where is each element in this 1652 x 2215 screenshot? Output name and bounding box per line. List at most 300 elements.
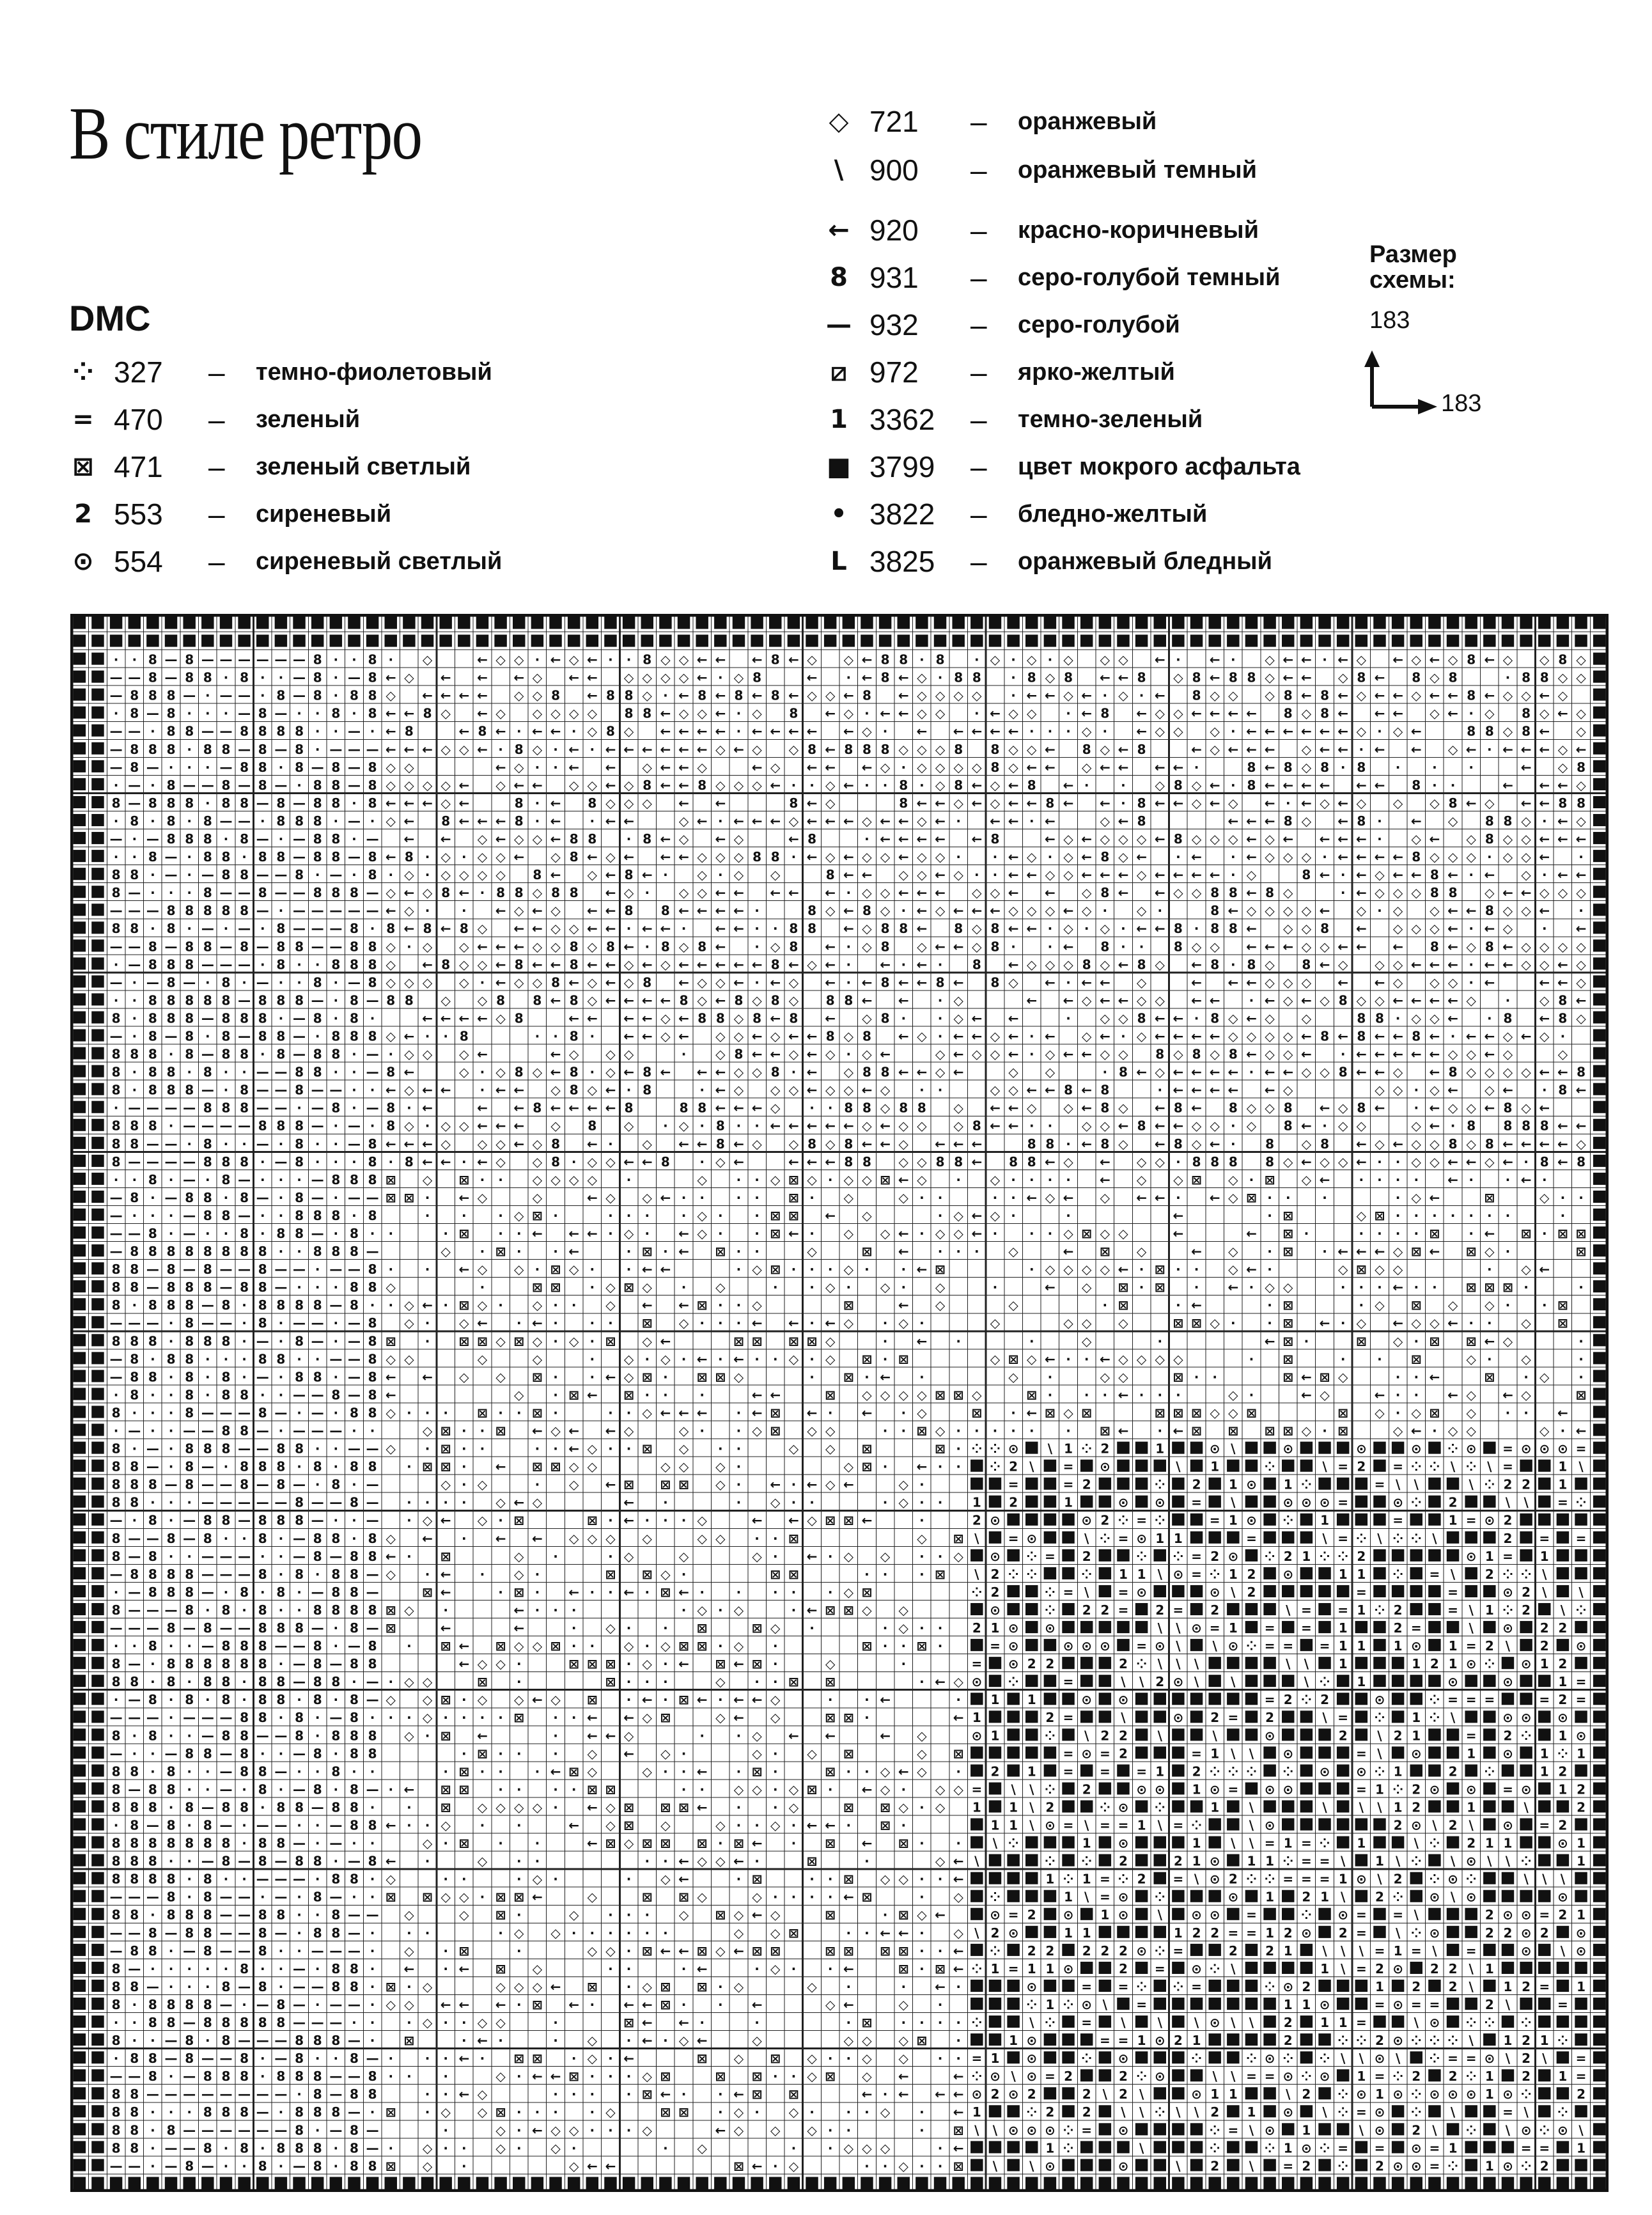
- svg-text:◇: ◇: [550, 1172, 561, 1187]
- legend-dash: –: [970, 495, 987, 533]
- svg-text:←: ←: [971, 724, 982, 739]
- svg-text:—: —: [201, 1083, 214, 1098]
- svg-text:·: ·: [1066, 1136, 1071, 1152]
- svg-text:←: ←: [752, 957, 763, 972]
- svg-text:—: —: [256, 1495, 269, 1510]
- svg-text:·: ·: [736, 1172, 742, 1187]
- svg-text:8: 8: [148, 1065, 157, 1080]
- svg-text:—: —: [110, 688, 123, 703]
- svg-text:←: ←: [587, 1136, 598, 1152]
- svg-text:◇: ◇: [386, 885, 396, 900]
- svg-text:·: ·: [169, 1208, 174, 1223]
- svg-text:◇: ◇: [533, 1333, 543, 1349]
- svg-text:⊠: ⊠: [697, 1297, 708, 1313]
- svg-text:8: 8: [515, 795, 524, 811]
- svg-text:·: ·: [150, 1208, 155, 1223]
- diamond-outline-icon: ◇: [825, 102, 853, 141]
- svg-text:·: ·: [663, 1369, 668, 1384]
- svg-text:·: ·: [883, 1423, 888, 1438]
- svg-text:◇: ◇: [1338, 957, 1348, 972]
- svg-text:—: —: [329, 742, 342, 757]
- svg-text:·: ·: [443, 1602, 448, 1618]
- svg-text:◇: ◇: [935, 688, 946, 703]
- svg-text:8: 8: [203, 670, 212, 685]
- svg-text:←: ←: [1081, 1083, 1092, 1098]
- svg-text:·: ·: [956, 1172, 961, 1187]
- svg-text:—: —: [311, 1172, 324, 1187]
- svg-text:·: ·: [590, 1065, 595, 1080]
- svg-text:◇: ◇: [643, 1405, 653, 1420]
- svg-text:—: —: [274, 1154, 287, 1170]
- svg-text:8: 8: [148, 939, 157, 954]
- svg-text:·: ·: [718, 813, 723, 829]
- svg-text:◇: ◇: [844, 1083, 854, 1098]
- svg-text:◇: ◇: [533, 1351, 543, 1366]
- svg-text:·: ·: [224, 1351, 229, 1366]
- svg-text:←: ←: [550, 652, 561, 668]
- svg-text:⊠: ⊠: [770, 1226, 781, 1241]
- svg-text:←: ←: [843, 813, 854, 829]
- svg-text:←: ←: [605, 903, 616, 918]
- svg-text:·: ·: [498, 1585, 503, 1600]
- svg-text:8: 8: [735, 688, 744, 703]
- svg-text:◇: ◇: [533, 706, 543, 721]
- svg-text:←: ←: [678, 778, 689, 793]
- svg-text:·: ·: [718, 670, 723, 685]
- svg-text:←: ←: [971, 1028, 982, 1044]
- svg-text:8: 8: [276, 939, 285, 954]
- svg-text:·: ·: [517, 1674, 522, 1689]
- svg-text:◇: ◇: [807, 1244, 817, 1259]
- svg-text:—: —: [293, 670, 306, 685]
- svg-text:·: ·: [480, 974, 485, 990]
- svg-text:\: \: [1322, 1459, 1327, 1475]
- svg-text:·: ·: [736, 1585, 742, 1600]
- svg-text:·: ·: [425, 1405, 430, 1420]
- svg-text:◇: ◇: [917, 742, 927, 757]
- svg-text:◇: ◇: [953, 1226, 963, 1241]
- svg-text:◇: ◇: [386, 957, 396, 972]
- svg-text:·: ·: [205, 1172, 210, 1187]
- svg-text:2: 2: [1100, 1728, 1109, 1743]
- svg-text:·: ·: [407, 1710, 412, 1725]
- svg-text:←: ←: [404, 706, 415, 721]
- svg-text:8: 8: [130, 1477, 139, 1492]
- svg-text:8: 8: [368, 1136, 377, 1152]
- legend-name: зеленый: [256, 400, 360, 439]
- svg-text:◇: ◇: [550, 1423, 561, 1438]
- svg-text:1: 1: [1229, 1567, 1238, 1582]
- svg-text:—: —: [293, 688, 306, 703]
- svg-text:·: ·: [736, 1118, 742, 1134]
- svg-text:⊙: ⊙: [1227, 1549, 1238, 1564]
- svg-text:8: 8: [1430, 867, 1439, 882]
- svg-text:8: 8: [185, 1333, 194, 1349]
- svg-text:=: =: [1210, 1620, 1220, 1636]
- svg-text:←: ←: [971, 795, 982, 811]
- svg-text:—: —: [219, 1405, 232, 1420]
- svg-text:◇: ◇: [423, 939, 433, 954]
- svg-text:·: ·: [956, 1244, 961, 1259]
- svg-text:·: ·: [242, 1351, 247, 1366]
- svg-text:←: ←: [1337, 1028, 1348, 1044]
- svg-text:⁘: ⁘: [1008, 1567, 1019, 1582]
- svg-text:2: 2: [1558, 1692, 1567, 1707]
- svg-text:⊠: ⊠: [697, 1620, 708, 1636]
- svg-text:—: —: [329, 1495, 342, 1510]
- svg-text:⊠: ⊠: [1576, 1244, 1587, 1259]
- svg-text:◇: ◇: [1027, 1351, 1037, 1366]
- svg-text:—: —: [183, 1226, 196, 1241]
- svg-text:←: ←: [843, 778, 854, 793]
- svg-text:⊙: ⊙: [1356, 1441, 1367, 1457]
- svg-text:8: 8: [167, 1674, 176, 1689]
- svg-text:—: —: [348, 1351, 361, 1366]
- svg-text:◇: ◇: [660, 957, 671, 972]
- svg-text:8: 8: [167, 688, 176, 703]
- svg-text:←: ←: [1375, 742, 1385, 757]
- svg-text:←: ←: [917, 921, 928, 936]
- svg-text:⊠: ⊠: [733, 1333, 744, 1349]
- svg-text:·: ·: [425, 1262, 430, 1277]
- svg-text:\: \: [1506, 1495, 1511, 1510]
- svg-text:◇: ◇: [899, 1620, 909, 1636]
- svg-text:◇: ◇: [1228, 831, 1238, 847]
- svg-text:←: ←: [513, 1083, 524, 1098]
- svg-text:8: 8: [350, 1710, 359, 1725]
- svg-text:2: 2: [1284, 1549, 1293, 1564]
- svg-text:8: 8: [661, 939, 670, 954]
- svg-text:←: ←: [880, 1728, 891, 1743]
- svg-text:—: —: [366, 992, 379, 1008]
- svg-text:2: 2: [1100, 1602, 1109, 1618]
- svg-text:←: ←: [1375, 706, 1385, 721]
- chart-size-vertical: 183: [1369, 307, 1410, 334]
- svg-text:◇: ◇: [844, 1172, 854, 1187]
- svg-text:◇: ◇: [440, 706, 451, 721]
- svg-text:⊠: ⊠: [843, 1369, 854, 1384]
- svg-text:\: \: [1213, 1728, 1218, 1743]
- svg-text:2: 2: [972, 1620, 981, 1636]
- svg-text:·: ·: [169, 1692, 174, 1707]
- svg-text:⊙: ⊙: [1502, 1674, 1513, 1689]
- svg-text:←: ←: [733, 742, 744, 757]
- svg-text:←: ←: [477, 1154, 488, 1170]
- svg-text:·: ·: [297, 706, 302, 721]
- svg-text:8: 8: [167, 724, 176, 739]
- svg-text:—: —: [128, 885, 141, 900]
- svg-text:◇: ◇: [697, 885, 707, 900]
- svg-text:◇: ◇: [825, 795, 836, 811]
- svg-text:⊠: ⊠: [386, 1602, 396, 1618]
- svg-text:8: 8: [130, 1333, 139, 1349]
- svg-text:←: ←: [1301, 992, 1312, 1008]
- svg-text:⊠: ⊠: [532, 1280, 543, 1295]
- svg-text:←: ←: [587, 1190, 598, 1205]
- svg-text:←: ←: [1081, 849, 1092, 865]
- svg-text:8: 8: [460, 921, 469, 936]
- svg-text:8: 8: [1284, 760, 1293, 775]
- svg-text:·: ·: [150, 1656, 155, 1671]
- svg-text:⊠: ⊠: [770, 1208, 781, 1223]
- svg-text:8: 8: [551, 688, 560, 703]
- svg-text:·: ·: [370, 1423, 375, 1438]
- svg-text:8: 8: [515, 1010, 524, 1026]
- svg-text:—: —: [293, 1674, 306, 1689]
- svg-text:=: =: [971, 1656, 982, 1671]
- svg-text:8: 8: [1027, 670, 1036, 685]
- svg-text:←: ←: [917, 795, 928, 811]
- svg-text:·: ·: [1139, 939, 1144, 954]
- legend-dash: –: [970, 353, 987, 391]
- svg-text:←: ←: [568, 1226, 579, 1241]
- svg-text:·: ·: [1451, 1208, 1456, 1223]
- svg-text:8: 8: [862, 1100, 871, 1116]
- svg-text:·: ·: [1267, 1262, 1272, 1277]
- svg-text:←: ←: [623, 1010, 634, 1026]
- svg-text:·: ·: [1176, 1262, 1181, 1277]
- svg-text:←: ←: [862, 760, 873, 775]
- svg-text:8: 8: [130, 1262, 139, 1277]
- svg-text:◇: ◇: [917, 1154, 927, 1170]
- svg-text:◇: ◇: [533, 1190, 543, 1205]
- svg-text:⊙: ⊙: [1227, 1638, 1238, 1654]
- svg-text:←: ←: [715, 831, 726, 847]
- svg-text:◇: ◇: [1283, 1154, 1293, 1170]
- svg-text:8: 8: [222, 1154, 231, 1170]
- svg-text:2: 2: [1558, 1656, 1567, 1671]
- svg-text:8: 8: [1210, 921, 1219, 936]
- svg-text:·: ·: [1542, 1297, 1547, 1313]
- svg-text:·: ·: [388, 1047, 393, 1062]
- svg-text:◇: ◇: [495, 1495, 506, 1510]
- svg-text:1: 1: [1027, 1692, 1036, 1707]
- legend-code: 972: [869, 353, 919, 391]
- svg-text:—: —: [329, 1710, 342, 1725]
- svg-text:◇: ◇: [386, 813, 396, 829]
- svg-text:—: —: [348, 1638, 361, 1654]
- svg-text:8: 8: [588, 795, 596, 811]
- svg-text:←: ←: [788, 831, 799, 847]
- svg-text:8: 8: [148, 957, 157, 972]
- svg-text:—: —: [110, 670, 123, 685]
- svg-text:⊠: ⊠: [605, 1674, 616, 1689]
- svg-text:←: ←: [935, 885, 946, 900]
- legend-dash: –: [208, 448, 225, 486]
- svg-text:·: ·: [1469, 957, 1474, 972]
- svg-text:◇: ◇: [643, 1136, 653, 1152]
- svg-text:8: 8: [368, 1728, 377, 1743]
- svg-text:·: ·: [699, 1387, 705, 1402]
- svg-text:←: ←: [715, 957, 726, 972]
- svg-text:8: 8: [167, 992, 176, 1008]
- svg-text:⁘: ⁘: [1282, 1513, 1293, 1528]
- svg-text:·: ·: [828, 1172, 833, 1187]
- svg-text:←: ←: [843, 849, 854, 865]
- svg-text:·: ·: [425, 849, 430, 865]
- svg-text:8: 8: [276, 1513, 285, 1528]
- svg-text:·: ·: [1267, 1190, 1272, 1205]
- svg-text:·: ·: [883, 1638, 888, 1654]
- svg-text:8: 8: [148, 742, 157, 757]
- svg-text:←: ←: [770, 974, 781, 990]
- svg-text:←: ←: [1430, 1369, 1440, 1384]
- svg-text:8: 8: [276, 921, 285, 936]
- svg-text:←: ←: [935, 1136, 946, 1152]
- svg-text:·: ·: [682, 921, 687, 936]
- svg-text:8: 8: [1449, 670, 1458, 685]
- svg-text:←: ←: [1502, 1387, 1513, 1402]
- svg-text:=: =: [1337, 1710, 1348, 1725]
- svg-text:←: ←: [678, 1297, 689, 1313]
- svg-text:←: ←: [404, 1136, 415, 1152]
- svg-text:⁘: ⁘: [1045, 1585, 1056, 1600]
- svg-text:←: ←: [1265, 724, 1275, 739]
- svg-text:8: 8: [240, 1585, 249, 1600]
- svg-text:←: ←: [1576, 992, 1587, 1008]
- svg-text:◇: ◇: [386, 939, 396, 954]
- svg-text:—: —: [183, 1172, 196, 1187]
- svg-text:8: 8: [148, 992, 157, 1008]
- svg-text:◇: ◇: [588, 939, 598, 954]
- svg-text:·: ·: [1469, 974, 1474, 990]
- svg-text:◇: ◇: [1484, 1065, 1495, 1080]
- svg-text:8: 8: [368, 1172, 377, 1187]
- svg-text:←: ←: [1539, 795, 1550, 811]
- svg-text:·: ·: [1029, 1423, 1034, 1438]
- svg-text:8: 8: [331, 1208, 340, 1223]
- svg-text:◇: ◇: [478, 867, 488, 882]
- svg-text:8: 8: [167, 1567, 176, 1582]
- svg-text:◇: ◇: [1503, 652, 1513, 668]
- svg-text:◇: ◇: [1375, 1136, 1385, 1152]
- svg-text:8: 8: [643, 652, 651, 668]
- svg-text:⊠: ⊠: [825, 1387, 836, 1402]
- svg-text:◇: ◇: [1100, 1369, 1110, 1384]
- svg-text:←: ←: [660, 831, 671, 847]
- svg-text:←: ←: [1392, 1047, 1403, 1062]
- svg-text:·: ·: [1286, 1190, 1291, 1205]
- svg-text:◇: ◇: [1082, 760, 1092, 775]
- svg-text:—: —: [238, 1262, 251, 1277]
- svg-text:—: —: [293, 903, 306, 918]
- svg-text:←: ←: [917, 1065, 928, 1080]
- svg-text:—: —: [165, 849, 178, 865]
- svg-text:◇: ◇: [844, 706, 854, 721]
- svg-text:◇: ◇: [1448, 1297, 1458, 1313]
- svg-text:8: 8: [313, 688, 322, 703]
- svg-text:←: ←: [1557, 974, 1568, 990]
- svg-text:◇: ◇: [844, 1549, 854, 1564]
- svg-text:◇: ◇: [917, 1764, 927, 1779]
- svg-text:=: =: [1301, 1620, 1312, 1636]
- svg-text:◇: ◇: [1063, 1262, 1073, 1277]
- svg-text:8: 8: [350, 1172, 359, 1187]
- svg-text:◇: ◇: [533, 1172, 543, 1187]
- svg-text:=: =: [1375, 1477, 1385, 1492]
- svg-text:←: ←: [898, 992, 909, 1008]
- svg-text:←: ←: [440, 1620, 451, 1636]
- svg-text:—: —: [311, 1083, 324, 1098]
- svg-text:8: 8: [130, 760, 139, 775]
- svg-text:·: ·: [791, 1065, 797, 1080]
- svg-text:8: 8: [276, 688, 285, 703]
- svg-text:◇: ◇: [569, 921, 579, 936]
- svg-text:8: 8: [752, 1010, 761, 1026]
- svg-text:—: —: [348, 760, 361, 775]
- svg-text:◇: ◇: [697, 1172, 707, 1187]
- svg-text:←: ←: [1411, 724, 1422, 739]
- svg-text:·: ·: [754, 974, 760, 990]
- svg-text:←: ←: [495, 1118, 506, 1134]
- svg-text:◇: ◇: [404, 778, 414, 793]
- svg-text:◇: ◇: [643, 1333, 653, 1349]
- svg-text:⊠: ⊠: [550, 1638, 561, 1654]
- svg-text:—: —: [274, 742, 287, 757]
- svg-text:·: ·: [1432, 1208, 1437, 1223]
- svg-text:8: 8: [1210, 957, 1219, 972]
- svg-text:←: ←: [825, 885, 836, 900]
- svg-text:·: ·: [974, 652, 979, 668]
- svg-text:⊠: ⊠: [386, 1190, 396, 1205]
- svg-text:8: 8: [276, 1674, 285, 1689]
- svg-text:·: ·: [1121, 778, 1126, 793]
- svg-text:⁘: ⁘: [1484, 1477, 1495, 1492]
- svg-text:←: ←: [1282, 1065, 1293, 1080]
- svg-text:◇: ◇: [770, 760, 781, 775]
- svg-text:·: ·: [242, 1674, 247, 1689]
- svg-text:8: 8: [1009, 1154, 1018, 1170]
- svg-text:8: 8: [368, 760, 377, 775]
- svg-text:·: ·: [974, 1244, 979, 1259]
- svg-text:8: 8: [1449, 1136, 1458, 1152]
- svg-text:8: 8: [276, 1620, 285, 1636]
- svg-text:←: ←: [587, 1010, 598, 1026]
- svg-text:—: —: [201, 778, 214, 793]
- svg-text:·: ·: [1432, 1423, 1437, 1438]
- svg-text:◇: ◇: [917, 939, 927, 954]
- svg-text:◇: ◇: [734, 849, 744, 865]
- svg-text:◇: ◇: [495, 1154, 506, 1170]
- svg-text:←: ←: [1392, 992, 1403, 1008]
- svg-text:—: —: [183, 974, 196, 990]
- svg-text:◇: ◇: [917, 1172, 927, 1187]
- svg-text:·: ·: [297, 1172, 302, 1187]
- svg-text:·: ·: [938, 1495, 943, 1510]
- svg-text:1: 1: [1064, 1495, 1073, 1510]
- svg-text:◇: ◇: [1503, 921, 1513, 936]
- svg-text:—: —: [366, 1441, 379, 1457]
- svg-text:—: —: [238, 1513, 251, 1528]
- svg-text:←: ←: [1356, 1154, 1367, 1170]
- svg-text:8: 8: [1467, 1118, 1476, 1134]
- svg-text:·: ·: [187, 742, 192, 757]
- svg-text:←: ←: [843, 1477, 854, 1492]
- svg-text:◇: ◇: [495, 1333, 506, 1349]
- svg-text:←: ←: [495, 724, 506, 739]
- svg-text:◇: ◇: [1082, 903, 1092, 918]
- svg-text:·: ·: [352, 1531, 357, 1546]
- svg-text:8: 8: [368, 1369, 377, 1384]
- svg-text:—: —: [329, 1423, 342, 1438]
- svg-text:⁘: ⁘: [1375, 1602, 1385, 1618]
- svg-text:=: =: [1576, 1441, 1587, 1457]
- svg-text:←: ←: [1430, 652, 1440, 668]
- svg-text:◇: ◇: [1412, 1190, 1422, 1205]
- svg-text:8: 8: [350, 1692, 359, 1707]
- svg-text:·: ·: [919, 1674, 924, 1689]
- svg-text:=: =: [1539, 1692, 1550, 1707]
